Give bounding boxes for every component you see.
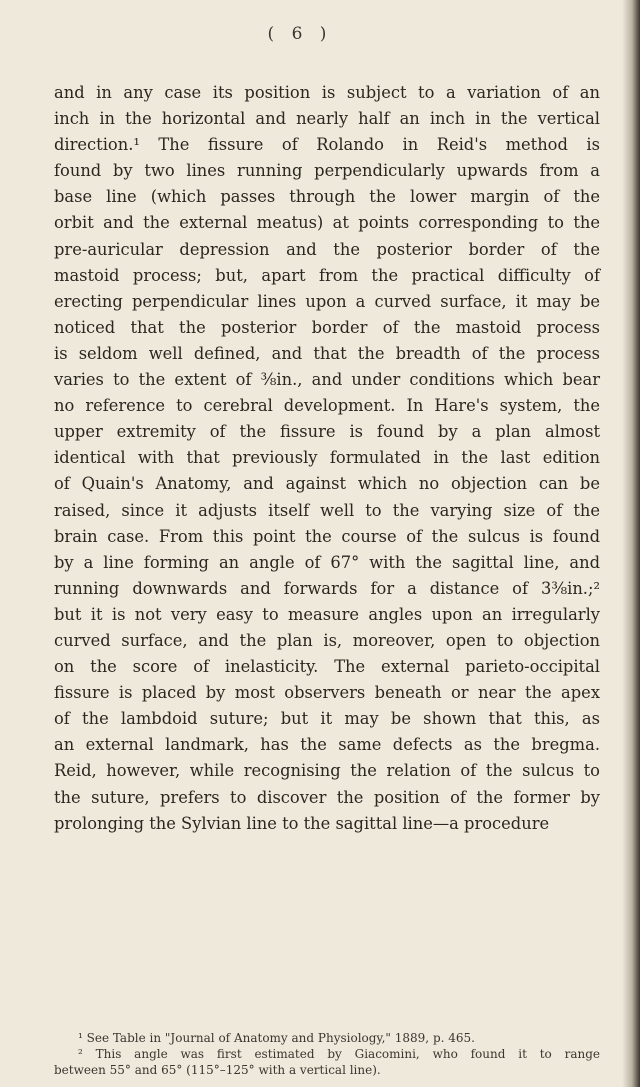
text-line: the suture, prefers to discover the position of the former by [54, 787, 600, 807]
text-line: fissure is placed by most observers beneath or near the apex [54, 683, 600, 703]
text-line: brain case. From this point the course of the sulcus is found [54, 526, 600, 546]
body-text [54, 80, 600, 837]
footnote-line: ¹ See Table in "Journal of Anatomy and Physiology," 1889, p. 465. [78, 1031, 475, 1045]
footnotes [54, 1030, 600, 1078]
text-line: upper extremity of the fissure is found by a plan almost [54, 422, 600, 442]
text-line: mastoid process; but, apart from the practical difficulty of [54, 265, 600, 285]
text-line: direction.¹ The fissure of Rolando in Reid's method is [54, 135, 600, 155]
text-line: running downwards and forwards for a distance of 3⅜in.;² [54, 578, 600, 598]
text-line: erecting perpendicular lines upon a curved surface, it may be [54, 291, 600, 311]
footnote-line: between 55° and 65° (115°–125° with a vertical line). [54, 1063, 381, 1077]
text-line: an external landmark, has the same defects as the bregma. [54, 735, 600, 755]
text-line: noticed that the posterior border of the mastoid process [54, 317, 600, 337]
text-line: and in any case its position is subject to a variation of an [54, 83, 600, 102]
text-line: orbit and the external meatus) at points corresponding to the [54, 213, 600, 233]
text-line: identical with that previously formulated in the last edition [54, 448, 600, 468]
text-line: varies to the extent of ⅜in., and under conditions which bear [54, 370, 600, 390]
text-line: of the lambdoid suture; but it may be shown that this, as [54, 709, 600, 729]
text-line: no reference to cerebral development. In Hare's system, the [54, 396, 600, 416]
page-number: ( 6 ) [267, 24, 333, 44]
footnote-line: ² This angle was first estimated by Giacomini, who found it to range [78, 1047, 600, 1061]
text-line: of Quain's Anatomy, and against which no objection can be [54, 474, 600, 494]
page-edge-shadow [622, 0, 640, 1087]
text-line: prolonging the Sylvian line to the sagittal line—a procedure [54, 813, 550, 833]
text-line: pre-auricular depression and the posterior border of the [54, 239, 600, 259]
text-line: curved surface, and the plan is, moreover, open to objection [54, 630, 600, 650]
text-line: base line (which passes through the lower margin of the [54, 187, 600, 207]
text-line: Reid, however, while recognising the relation of the sulcus to [54, 761, 600, 781]
text-line: by a line forming an angle of 67° with the sagittal line, and [54, 552, 600, 572]
text-line: is seldom well defined, and that the breadth of the process [54, 343, 600, 363]
text-line: raised, since it adjusts itself well to the varying size of the [54, 500, 600, 520]
text-line: on the score of inelasticity. The external parieto-occipital [54, 657, 600, 677]
text-line: found by two lines running perpendicularly upwards from a [54, 161, 600, 181]
text-line: but it is not very easy to measure angles upon an irregularly [54, 604, 600, 624]
text-line: inch in the horizontal and nearly half an inch in the vertical [54, 109, 600, 129]
